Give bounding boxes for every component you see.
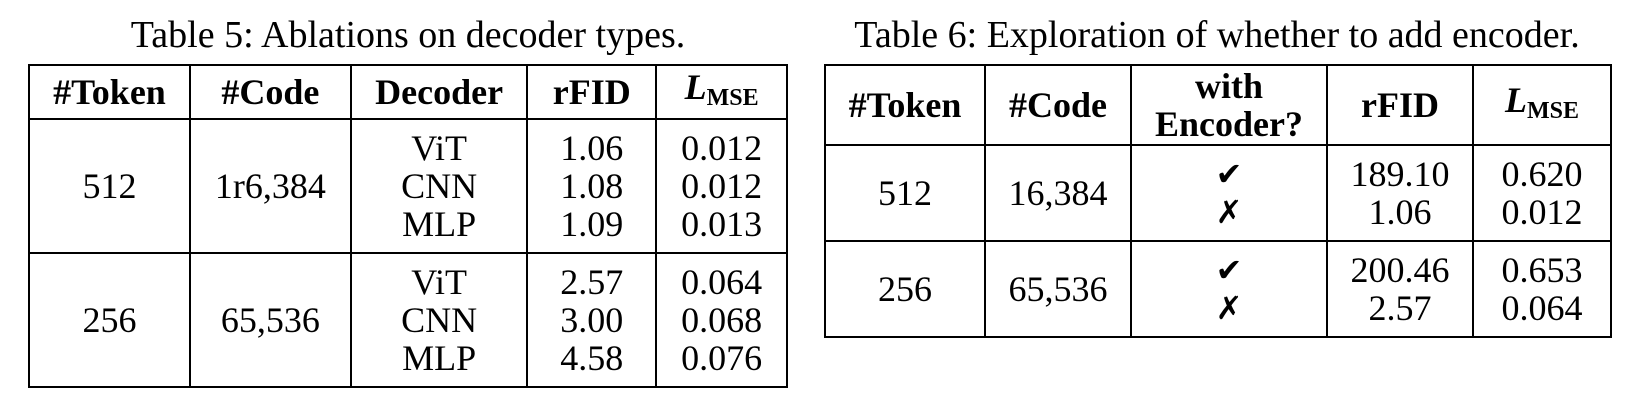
lmse-value: 0.076 — [681, 338, 763, 378]
lmse-value: 0.012 — [1501, 192, 1583, 232]
rfid-value: 189.10 — [1350, 154, 1450, 194]
table5-token-cell: 256 — [29, 253, 190, 387]
cross-icon: ✗ — [1215, 289, 1243, 327]
lmse-value: 0.653 — [1501, 250, 1583, 290]
table6-code-cell: 16,384 — [985, 145, 1131, 241]
table6-code-cell: 65,536 — [985, 241, 1131, 337]
lmse-value: 0.068 — [681, 300, 763, 340]
table5-lmse-cell — [656, 253, 787, 387]
rfid-value: 4.58 — [560, 338, 624, 378]
table6-rfid-cell — [1327, 241, 1473, 337]
lmse-value: 0.064 — [681, 262, 763, 302]
table6-header-lmse: $L_{MSE}$ — [1473, 65, 1611, 145]
table6-header-encoder: with Encoder? — [1131, 65, 1327, 145]
rfid-value: 3.00 — [560, 300, 624, 340]
decoder-name: MLP — [402, 204, 477, 244]
table5-decoder-cell — [351, 253, 528, 387]
decoder-name: ViT — [411, 262, 468, 302]
decoder-name: ViT — [411, 128, 468, 168]
table5-header-lmse: $L_{MSE}$ — [656, 65, 787, 119]
table5-header-token: #Token — [29, 65, 190, 119]
table6-caption: Table 6: Exploration of whether to add encoder. — [854, 14, 1580, 56]
table6-token-cell: 512 — [825, 145, 985, 241]
cross-icon: ✗ — [1215, 193, 1243, 231]
decoder-name: CNN — [401, 300, 478, 340]
lmse-value: 0.012 — [681, 128, 763, 168]
rfid-value: 1.06 — [1368, 192, 1432, 232]
table5-code-cell: 65,536 — [190, 253, 351, 387]
lmse-value: 0.064 — [1501, 288, 1583, 328]
table5-header-code: #Code — [190, 65, 351, 119]
rfid-value: 1.06 — [560, 128, 624, 168]
table6-header-token: #Token — [825, 65, 985, 145]
table6-header-row — [825, 65, 1611, 145]
table6-header-code: #Code — [985, 65, 1131, 145]
table-row — [825, 241, 1611, 337]
decoder-name: CNN — [401, 166, 478, 206]
table5-header-rfid: rFID — [527, 65, 656, 119]
check-icon: ✔ — [1215, 155, 1243, 193]
table6-lmse-cell — [1473, 241, 1611, 337]
table5-header-row — [29, 65, 787, 119]
table5-code-cell: 1r6,384 — [190, 119, 351, 253]
table5 — [28, 64, 788, 388]
table6-encoder-cell — [1131, 241, 1327, 337]
table6-lmse-cell — [1473, 145, 1611, 241]
rfid-value: 2.57 — [560, 262, 624, 302]
table6-header-rfid: rFID — [1327, 65, 1473, 145]
table5-lmse-cell — [656, 119, 787, 253]
table-row — [29, 253, 787, 387]
table5-rfid-cell — [527, 119, 656, 253]
table5-header-decoder: Decoder — [351, 65, 528, 119]
table6-rfid-cell — [1327, 145, 1473, 241]
table5-token-cell: 512 — [29, 119, 190, 253]
table-row — [825, 145, 1611, 241]
table5-caption: Table 5: Ablations on decoder types. — [130, 14, 686, 56]
table-row — [29, 119, 787, 253]
table6-encoder-cell — [1131, 145, 1327, 241]
check-icon: ✔ — [1215, 251, 1243, 289]
table5-rfid-cell — [527, 253, 656, 387]
lmse-value: 0.012 — [681, 166, 763, 206]
table6 — [824, 64, 1612, 338]
lmse-value: 0.620 — [1501, 154, 1583, 194]
lmse-value: 0.013 — [681, 204, 763, 244]
decoder-name: MLP — [402, 338, 477, 378]
rfid-value: 1.09 — [560, 204, 624, 244]
table5-decoder-cell — [351, 119, 528, 253]
rfid-value: 200.46 — [1350, 250, 1450, 290]
rfid-value: 1.08 — [560, 166, 624, 206]
table6-token-cell: 256 — [825, 241, 985, 337]
rfid-value: 2.57 — [1368, 288, 1432, 328]
